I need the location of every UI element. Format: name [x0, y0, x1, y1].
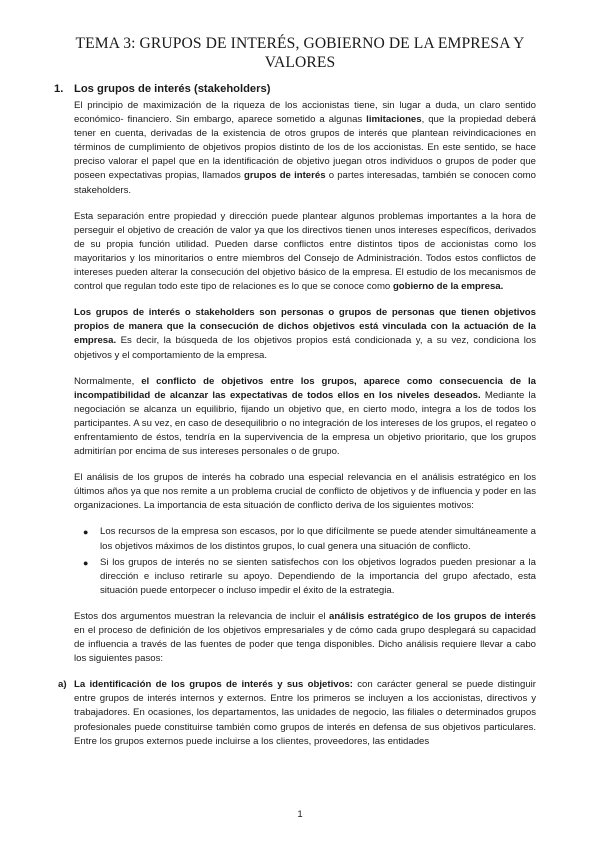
- paragraph-3: [74, 306, 536, 362]
- text-run: Esta separación entre propiedad y dirección puede plantear algunos problemas importantes a la hora de perseguir el objetivo de creación de valor ya que los directivos tienen unos intereses específicos, derivados de su propia función utilidad. Pueden darse conflictos entre distintos tipos de accionistas como los mayoritarios y los minoritarios o entre miembros del Consejo de Administración. Todos estos conflictos de intereses pueden alterar la consecución del objetivo básico de la empresa. El estudio de los mecanismos de control que regulan todo este tipo de relaciones es lo que se conoce como: [74, 210, 536, 293]
- step-a: [58, 678, 536, 748]
- section-heading: [54, 82, 536, 96]
- list-item-text: Si los grupos de interés no se sienten satisfechos con los objetivos logrados pueden presionar a la dirección e incluso retirarle su apoyo. Dependiendo de la importancia del grupo afectado, esta situación puede entorpecer o incluso impedir el éxito de la estrategia.: [100, 556, 536, 596]
- bold-run: el conflicto de objetivos entre los grupos, aparece como consecuencia de la incompatibilidad de alcanzar las expectativas de todos ellos en los niveles deseados.: [74, 375, 536, 401]
- bold-run: limitaciones: [366, 114, 422, 126]
- bullet-icon: ●: [83, 527, 89, 538]
- text-run: o partes interesadas, también se conocen como stakeholders.: [74, 170, 536, 196]
- text-run: El principio de maximización de la riqueza de los accionistas tiene, sin lugar a duda, un claro sentido económico- financiero. Sin embargo, aparece sometido a algunas: [74, 100, 536, 126]
- text-run: Normalmente,: [74, 375, 142, 387]
- page-number: 1: [297, 809, 303, 820]
- list-item-text: Los recursos de la empresa son escasos, por lo que difícilmente se puede atender simultáneamente a los objetivos máximos de los distintos grupos, lo cual genera una situación de conflicto.: [100, 526, 536, 552]
- bullet-list: [74, 525, 536, 597]
- text-run: en el proceso de definición de los objetivos empresariales y de cómo cada grupo desplegará su capacidad de influencia a través de las fuentes de poder que tenga disponibles. Dicho análisis requiere llevar a cabo los siguientes pasos:: [74, 625, 536, 665]
- paragraph-6: [74, 610, 536, 666]
- text-run: Mediante la negociación se alcanza un equilibrio, fijando un objetivo que, en cierto modo, integra a los de todos los participantes. A su vez, en caso de desequilibrio o no integración de los intereses de los grupos, el regateo o enfrentamiento de éstos, tendría en la supervivencia de la empresa un objetivo prioritario, que los grupos admitirían por encima de sus intereses personales o de grupo.: [74, 389, 536, 458]
- text-run: Es decir, la búsqueda de los objetivos propios está condicionada y, a su vez, condiciona los objetivos y el comportamiento de la empresa.: [74, 335, 536, 361]
- list-item: [83, 556, 536, 598]
- text-run: con carácter general se puede distinguir entre grupos de interés internos y externos. Entre los primeros se incluyen a los accionistas, directivos y trabajadores. En ocasiones, los departamentos, las unidades de negocio, las filiales o determinados grupos profesionales puede constituirse también como grupos de interés en defensa de sus objetivos particulares. Entre los grupos externos puede incluirse a los clientes, proveedores, las entidades: [74, 679, 536, 747]
- paragraph-1: [74, 99, 536, 198]
- bold-run: grupos de interés: [244, 170, 326, 182]
- bold-run: Los grupos de interés o stakeholders son personas o grupos de personas que tienen objetivos propios de manera que la consecución de dichos objetivos está vinculada con la actuación de la empresa.: [74, 307, 536, 347]
- page-title: TEMA 3: GRUPOS DE INTERÉS, GOBIERNO DE LA EMPRESA Y VALORES: [75, 35, 525, 71]
- bold-run: gobierno de la empresa.: [392, 281, 504, 293]
- document-body: [54, 82, 536, 761]
- text-run: , que la propiedad deberá tener en cuenta, derivadas de la existencia de otros grupos de interés que plantean reivindicaciones en términos de cumplimiento de objetivos propios distinto de los de los accionistas. En este sentido, se hace preciso valorar el papel que en la identificación de objetivo juegan otros individuos o grupos de poder que poseen expectativas propias, llamados: [74, 114, 536, 182]
- paragraph-2: [74, 210, 536, 295]
- bold-run: análisis estratégico de los grupos de interés: [329, 610, 536, 622]
- bullet-icon: ●: [83, 557, 89, 568]
- text-run: Estos dos argumentos muestran la relevancia de incluir el: [74, 610, 330, 622]
- step-label: a): [58, 679, 67, 691]
- paragraph-5: El análisis de los grupos de interés ha cobrado una especial relevancia en el análisis estratégico en los últimos años ya que nos remite a un problema crucial de conflicto de objetivos y de influencia y poder en las organizaciones. La importancia de esta situación de conflicto deriva de los siguientes motivos:: [74, 472, 536, 512]
- bold-run: La identificación de los grupos de interés y sus objetivos:: [74, 679, 353, 691]
- section-number: 1.: [54, 83, 64, 95]
- list-item: [83, 525, 536, 553]
- paragraph-4: [74, 375, 536, 460]
- section-heading-text: Los grupos de interés (stakeholders): [74, 83, 271, 95]
